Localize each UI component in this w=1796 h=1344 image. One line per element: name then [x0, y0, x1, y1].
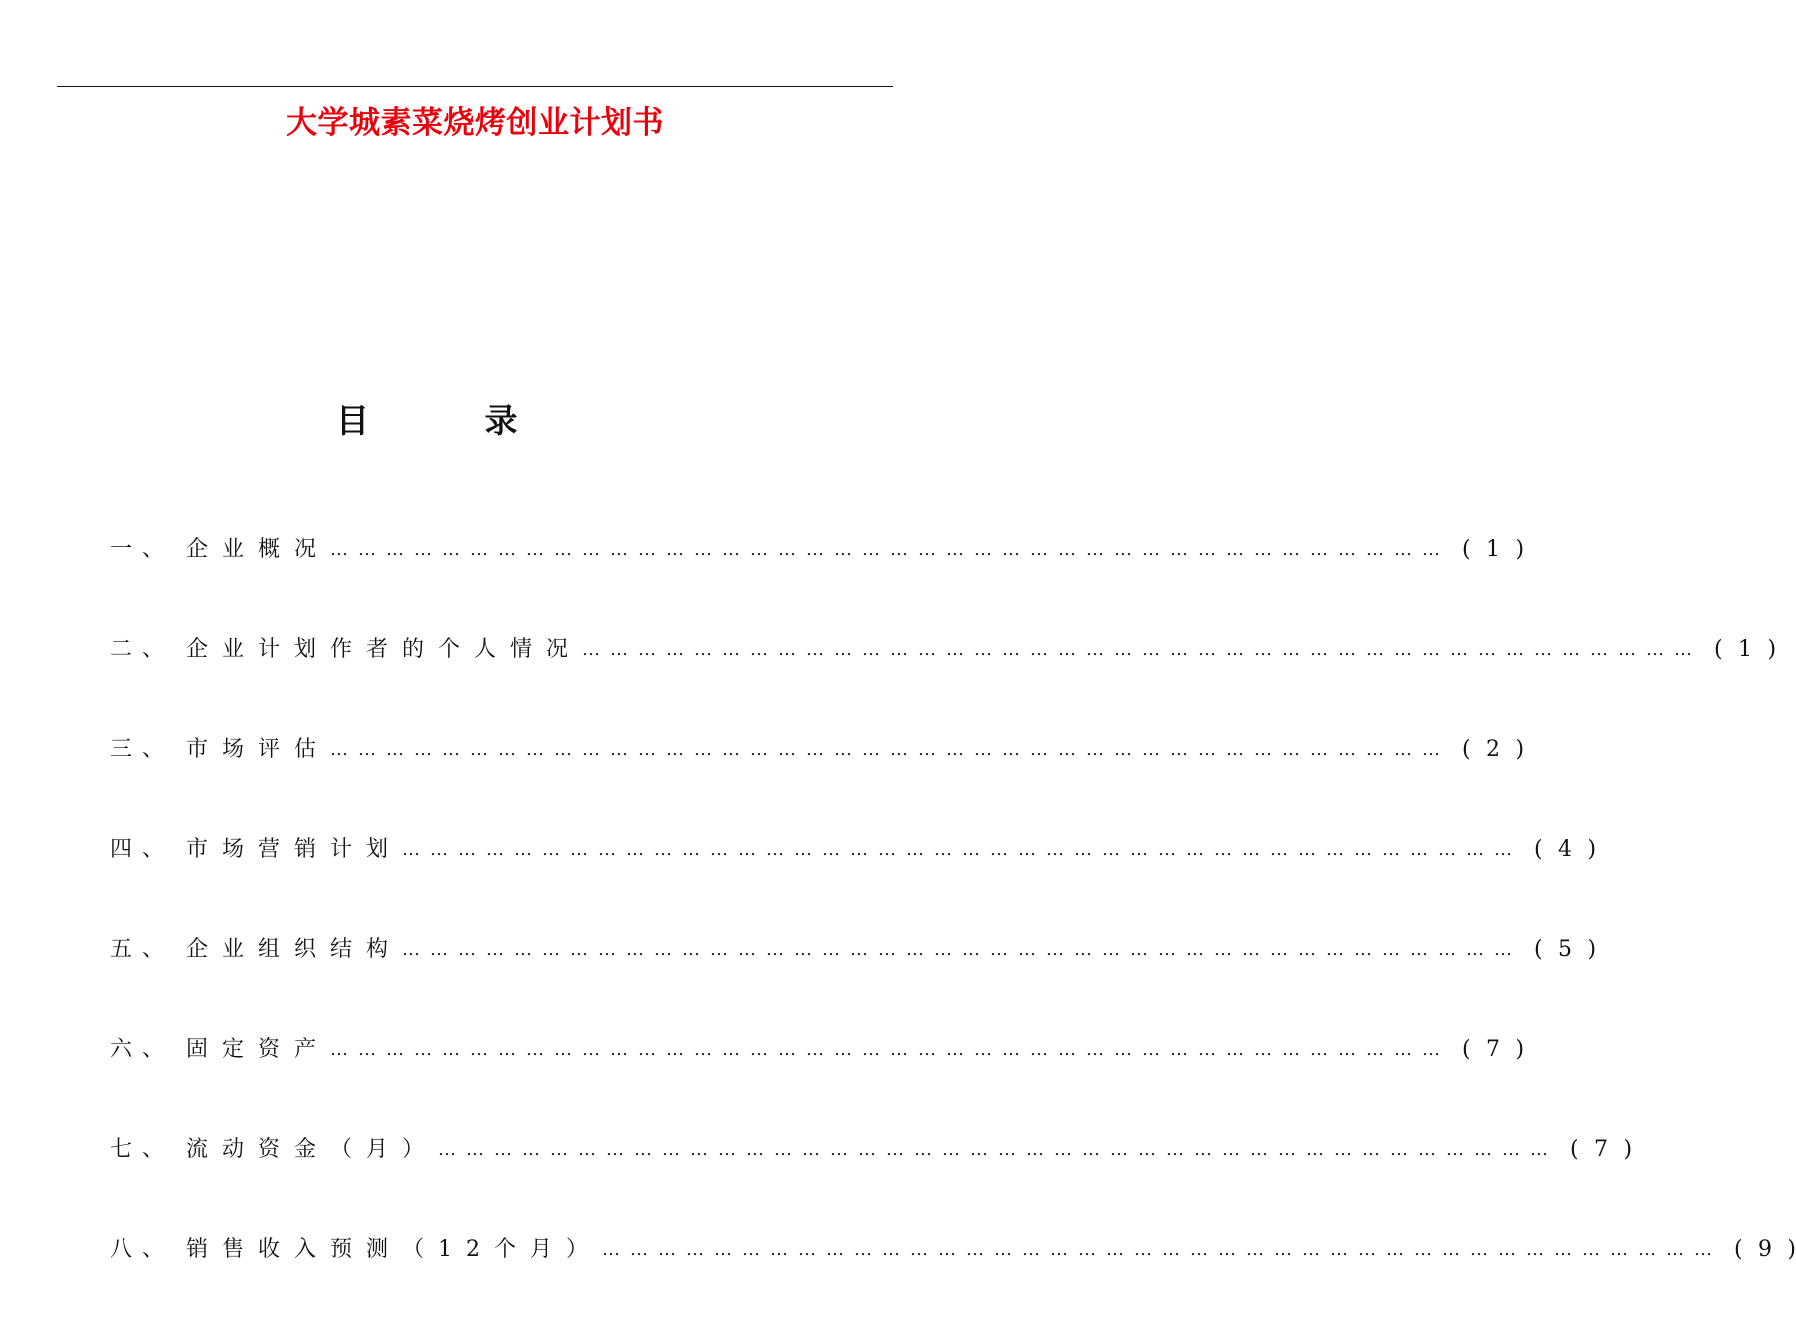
toc-entry-number: 二、 [110, 637, 175, 662]
header-rule [57, 86, 893, 87]
paren-open: ( [1734, 1237, 1743, 1262]
table-of-contents [110, 500, 1796, 1300]
paren-close: ) [1767, 637, 1777, 662]
toc-entry-page [1462, 1030, 1524, 1070]
toc-entry[interactable] [110, 1200, 1796, 1300]
page-number: 1 [1738, 637, 1753, 662]
paren-open: ( [1714, 637, 1723, 662]
toc-entry-page [1734, 1230, 1796, 1270]
document-title: 大学城素菜烧烤创业计划书 [286, 105, 664, 141]
toc-entry-label: 市场评估 [186, 737, 331, 762]
toc-entry-page [1462, 530, 1524, 570]
page-number: 4 [1558, 837, 1573, 862]
paren-close: ) [1787, 1237, 1796, 1262]
toc-dot-leader: ………………………………………………………………………………………………………… [330, 1039, 1451, 1060]
toc-dot-leader: ………………………………………………………………………………………………………… [602, 1239, 1723, 1260]
paren-open: ( [1462, 537, 1471, 562]
page-number: 5 [1558, 937, 1573, 962]
page-number: 7 [1594, 1137, 1609, 1162]
paren-close: ) [1587, 837, 1597, 862]
toc-entry-number: 一、 [110, 537, 175, 562]
toc-heading: 目 录 [336, 401, 570, 440]
toc-entry-page [1462, 730, 1524, 770]
toc-entry-label: 企业计划作者的个人情况 [186, 637, 583, 662]
paren-close: ) [1623, 1137, 1633, 1162]
toc-entry[interactable] [110, 1000, 1525, 1100]
toc-entry[interactable] [110, 500, 1525, 600]
toc-entry-label: 企业概况 [186, 537, 331, 562]
toc-dot-leader: ………………………………………………………………………………………………………… [330, 539, 1451, 560]
toc-entry-number: 八、 [110, 1237, 175, 1262]
toc-entry[interactable] [110, 800, 1597, 900]
paren-open: ( [1534, 937, 1543, 962]
page-number: 2 [1486, 737, 1501, 762]
toc-entry-page [1534, 930, 1596, 970]
toc-dot-leader: ………………………………………………………………………………………………………… [438, 1139, 1559, 1160]
toc-entry-number: 六、 [110, 1037, 175, 1062]
toc-entry[interactable] [110, 900, 1597, 1000]
page-number: 7 [1486, 1037, 1501, 1062]
page-number: 1 [1486, 537, 1501, 562]
toc-entry-page [1570, 1130, 1632, 1170]
toc-entry-label: 固定资产 [186, 1037, 331, 1062]
toc-entry-label: 流动资金（月） [186, 1137, 439, 1162]
toc-entry-label: 市场营销计划 [186, 837, 403, 862]
toc-entry-label: 企业组织结构 [186, 937, 403, 962]
toc-entry[interactable] [110, 1100, 1633, 1200]
paren-close: ) [1515, 1037, 1525, 1062]
paren-close: ) [1587, 937, 1597, 962]
toc-entry-number: 三、 [110, 737, 175, 762]
toc-entry[interactable] [110, 700, 1525, 800]
page-number: 9 [1758, 1237, 1773, 1262]
paren-open: ( [1534, 837, 1543, 862]
toc-entry-number: 五、 [110, 937, 175, 962]
toc-dot-leader: ………………………………………………………………………………………………………… [330, 739, 1451, 760]
paren-open: ( [1570, 1137, 1579, 1162]
toc-entry-page [1714, 630, 1776, 670]
toc-entry-number: 四、 [110, 837, 175, 862]
paren-open: ( [1462, 1037, 1471, 1062]
paren-close: ) [1515, 537, 1525, 562]
toc-dot-leader: ………………………………………………………………………………………………………… [402, 839, 1523, 860]
toc-entry-label: 销售收入预测（12个月） [186, 1237, 603, 1262]
toc-entry-number: 七、 [110, 1137, 175, 1162]
paren-close: ) [1515, 737, 1525, 762]
paren-open: ( [1462, 737, 1471, 762]
toc-dot-leader: ………………………………………………………………………………………………………… [582, 639, 1703, 660]
toc-entry-page [1534, 830, 1596, 870]
toc-dot-leader: ………………………………………………………………………………………………………… [402, 939, 1523, 960]
toc-entry[interactable] [110, 600, 1777, 700]
